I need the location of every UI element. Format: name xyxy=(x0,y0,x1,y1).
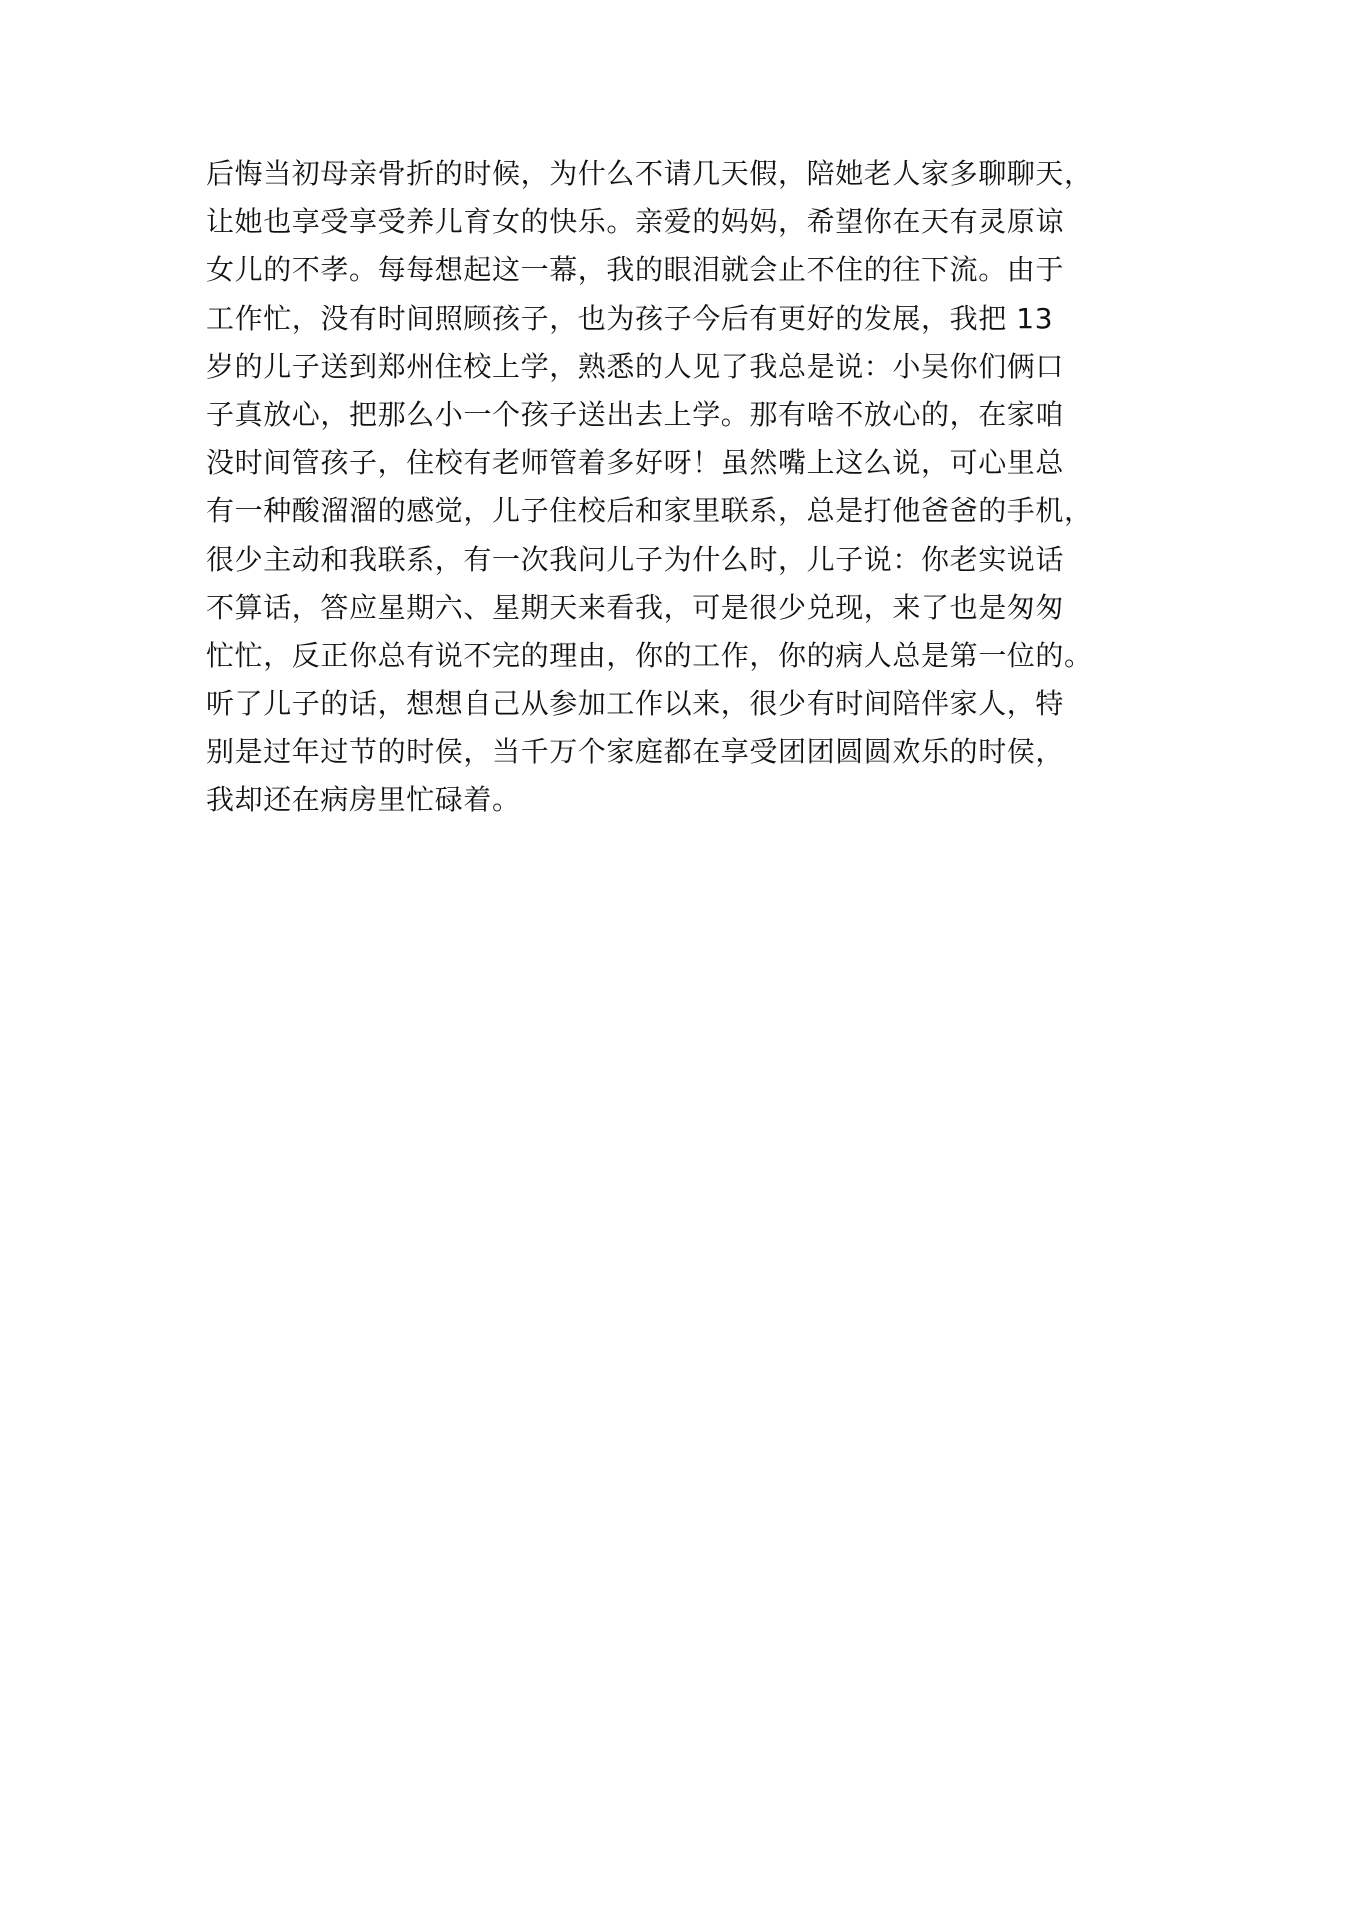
text-line: 后悔当初母亲骨折的时候，为什么不请几天假，陪她老人家多聊聊天， xyxy=(206,157,1093,190)
text-line: 忙忙，反正你总有说不完的理由，你的工作，你的病人总是第一位的。 xyxy=(206,638,1093,672)
text-line: 女儿的不孝。每每想起这一幕，我的眼泪就会止不住的往下流。由于 xyxy=(206,253,1065,287)
text-line: 没时间管孩子，住校有老师管着多好呀！虽然嘴上这么说，可心里总 xyxy=(206,446,1065,480)
text-line: 有一种酸溜溜的感觉，儿子住校后和家里联系，总是打他爸爸的手机， xyxy=(206,494,1093,528)
text-line: 别是过年过节的时侯，当千万个家庭都在享受团团圆圆欢乐的时侯， xyxy=(206,735,1065,769)
text-line: 子真放心，把那么小一个孩子送出去上学。那有啥不放心的，在家咱 xyxy=(206,397,1065,431)
body-paragraph xyxy=(206,150,1186,825)
text-line: 听了儿子的话，想想自己从参加工作以来，很少有时间陪伴家人，特 xyxy=(206,687,1065,721)
text-line: 工作忙，没有时间照顾孩子，也为孩子今后有更好的发展，我把 13 xyxy=(206,301,1054,335)
text-line: 很少主动和我联系，有一次我问儿子为什么时，儿子说：你老实说话 xyxy=(206,542,1065,576)
text-line: 岁的儿子送到郑州住校上学，熟悉的人见了我总是说：小吴你们俩口 xyxy=(206,349,1065,383)
text-line: 不算话，答应星期六、星期天来看我，可是很少兑现，来了也是匆匆 xyxy=(206,590,1065,624)
text-line: 让她也享受享受养儿育女的快乐。亲爱的妈妈，希望你在天有灵原谅 xyxy=(206,205,1065,239)
text-line: 我却还在病房里忙碌着。 xyxy=(206,783,521,817)
